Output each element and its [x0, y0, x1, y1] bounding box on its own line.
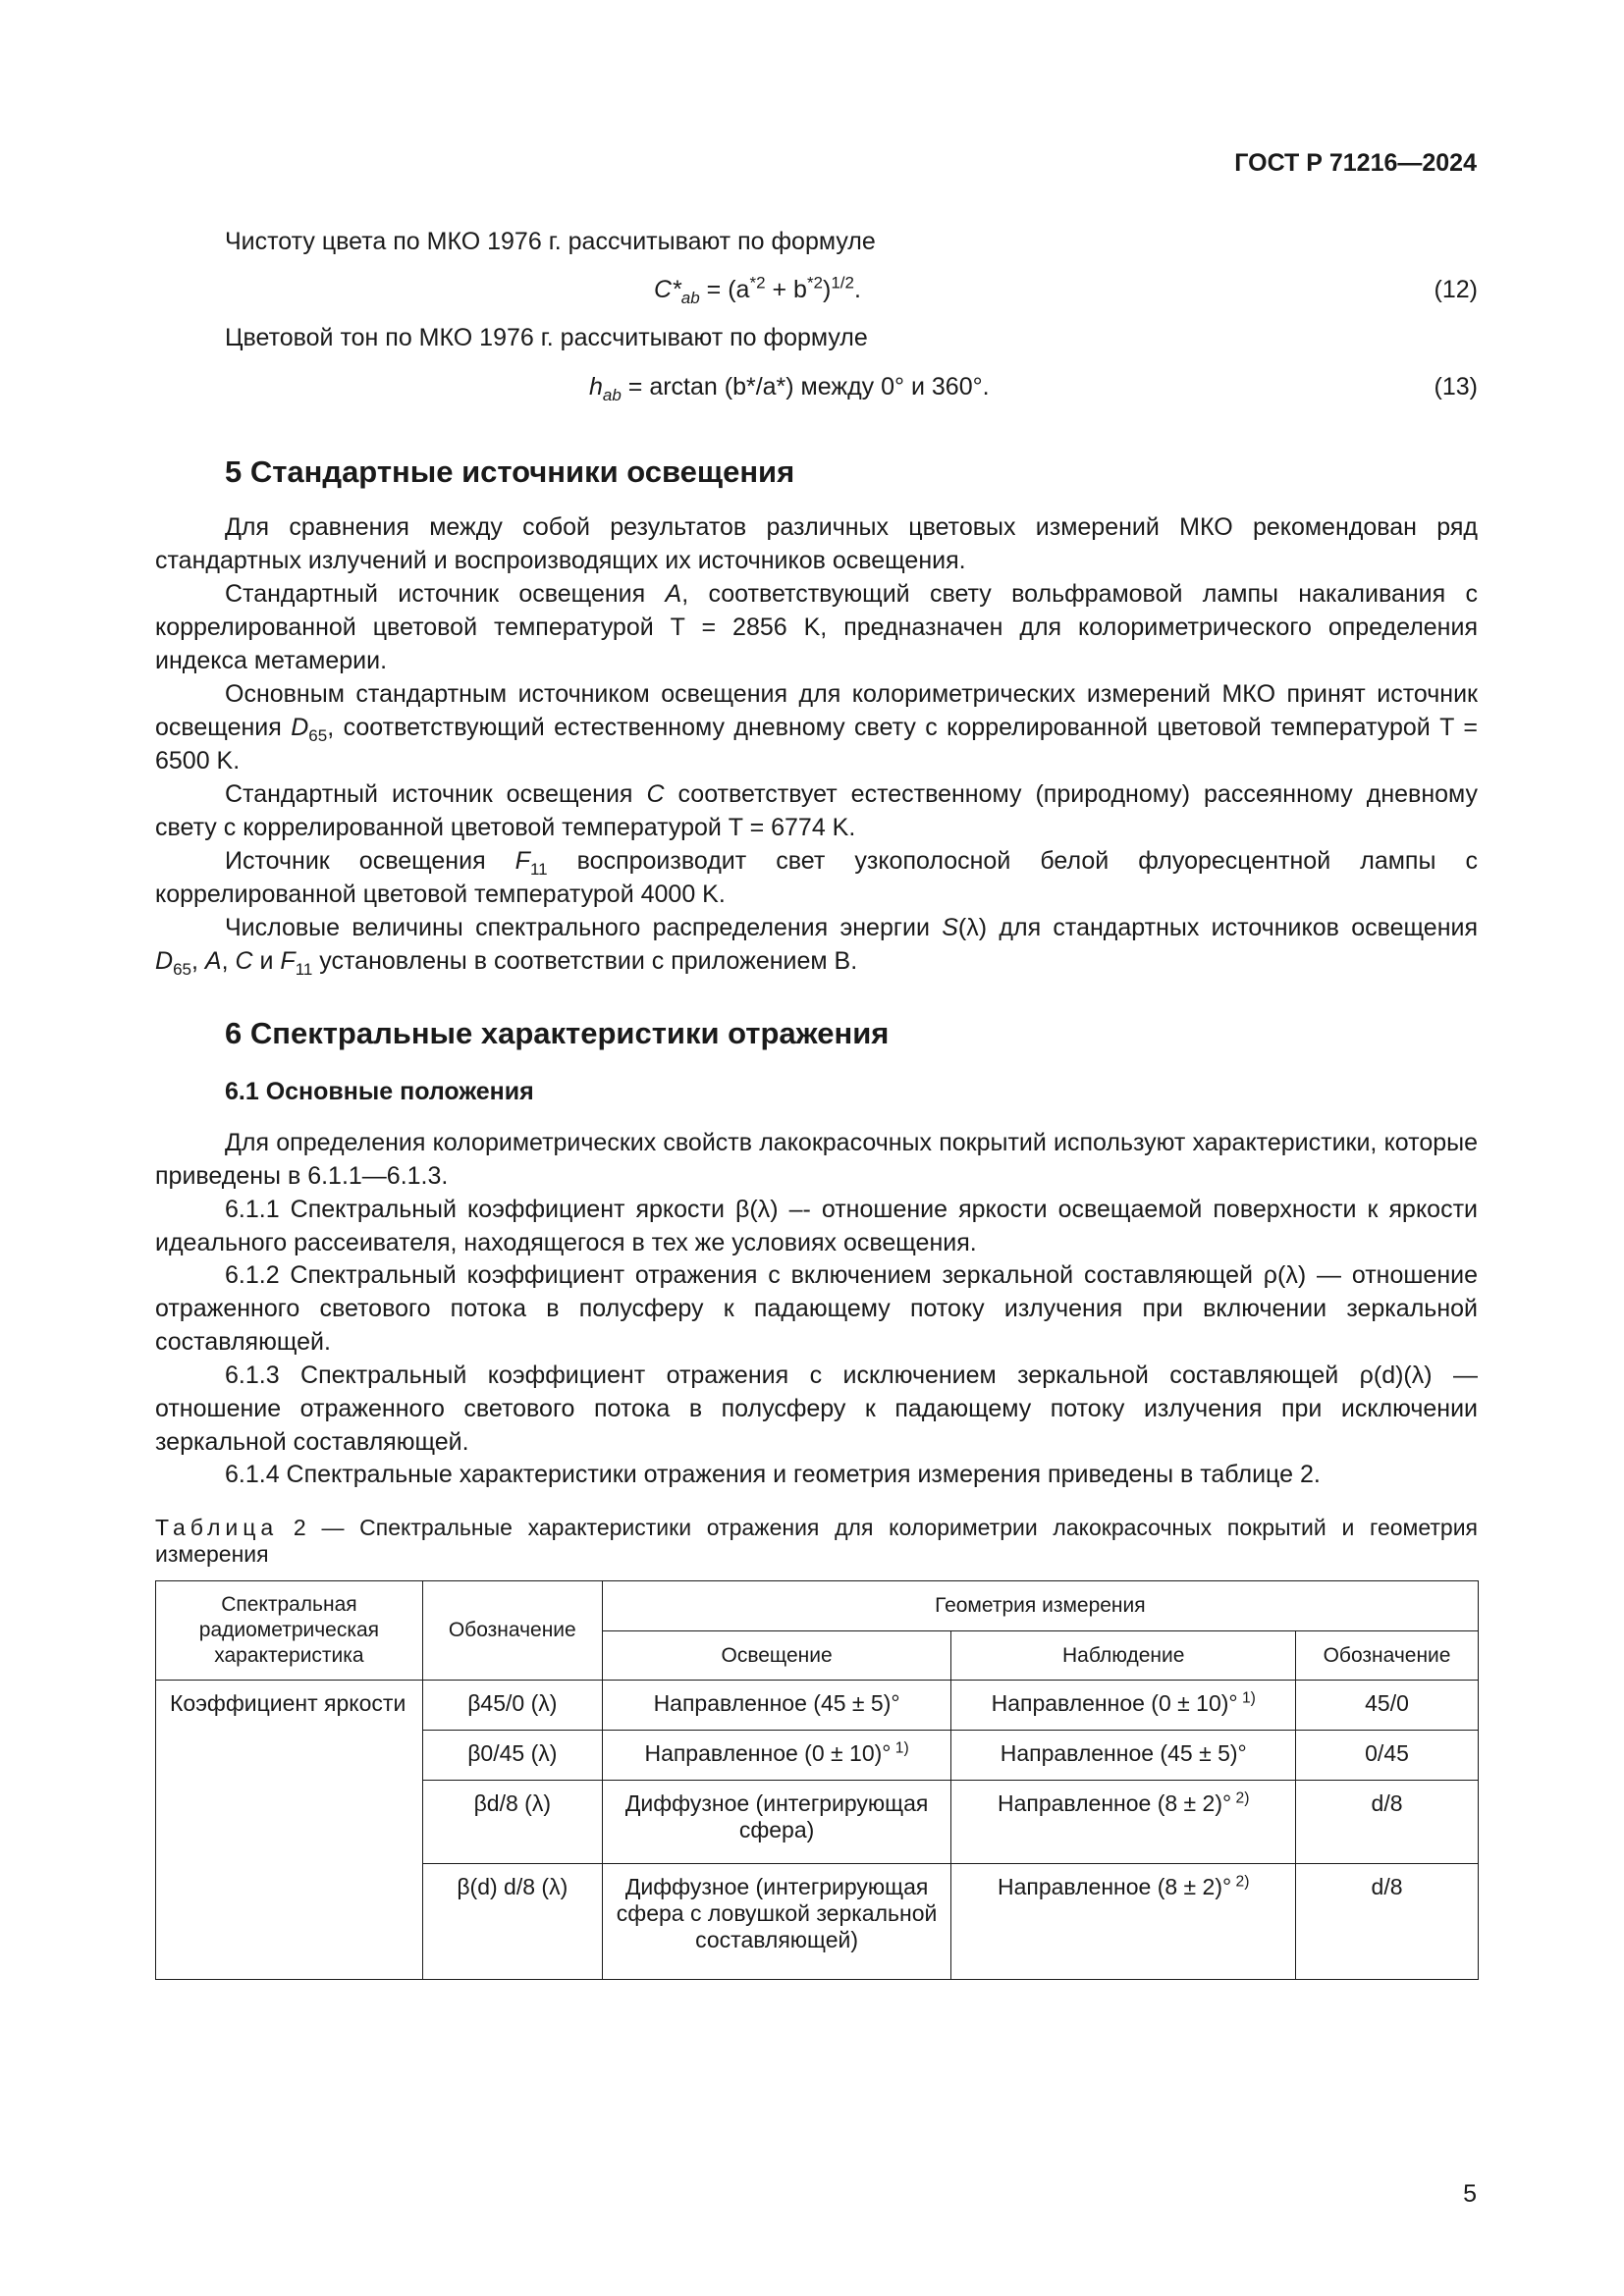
table-header-observation: Наблюдение [951, 1631, 1296, 1681]
section-6-1-1-paragraph: 6.1.1 Спектральный коэффициент яркости β(λ) –- отношение яркости освещаемой поверхности к яркости идеального рассеивателя, находящегося в тех же условиях освещения. [155, 1196, 1478, 1256]
formula-12 [654, 273, 861, 306]
footnote-ref: 2) [1231, 1873, 1250, 1891]
table-cell-observation: Направленное (8 ± 2)° $^{2)}$ [951, 1781, 1296, 1864]
formula-13-lhs: h [589, 373, 603, 400]
formula-12-sup-3: 1/2 [831, 273, 854, 293]
page-number: 5 [1463, 2180, 1477, 2208]
formula-13-lhs-sub: ab [602, 386, 622, 404]
formula-13-rhs: = arctan (b*/a*) между 0° и 360°. [621, 373, 990, 400]
illuminant-d65-sub: 65 [308, 726, 328, 745]
table-cell-observation: Направленное (0 ± 10)° $^{1)}$ [951, 1681, 1296, 1731]
table-cell-illumination: Диффузное (интегрирующая сфера с ловушкой зеркальной составляющей) [602, 1864, 951, 1980]
section-5-paragraph-3: Основным стандартным источником освещения для колориметрических измерений МКО принят источник освещения $D_{65}$, соответствующий естественному дневному свету с коррелированной цветовой температурой T = 6500 K. [155, 680, 1478, 774]
section-6-1-3-paragraph: 6.1.3 Спектральный коэффициент отражения с исключением зеркальной составляющей ρ(d)(λ) — отношение отраженного светового потока в полусферу к падающему потоку излучения при исключении зеркальной составляющей. [155, 1362, 1478, 1456]
table-header-illumination: Освещение [602, 1631, 951, 1681]
table-cell-code: 45/0 [1296, 1681, 1479, 1731]
formula-12-part-c: ) [823, 276, 832, 303]
subsection-6-1-heading: 6.1 Основные положения [225, 1078, 534, 1105]
section-5-paragraph-4: Стандартный источник освещения C соответствует естественному (природному) рассеянному дневному свету с коррелированной цветовой температурой T = 6774 K. [155, 780, 1479, 841]
footnote-ref: 1) [1237, 1689, 1256, 1707]
footnote-ref: 1) [891, 1739, 909, 1757]
illuminant-a-symbol: A [665, 580, 682, 608]
section-6-heading: 6 Спектральные характеристики отражения [225, 1016, 890, 1050]
illuminant-f11-symbol: F [514, 847, 530, 875]
table-header-geometry-code: Обозначение [1296, 1631, 1479, 1681]
section-6-1-2-paragraph: 6.1.2 Спектральный коэффициент отражения с включением зеркальной составляющей ρ(λ) — отношение отраженного светового потока в полусферу к падающему потоку излучения при включении зеркальной составляющей. [155, 1261, 1478, 1356]
table-header-geometry: Геометрия измерения [602, 1581, 1478, 1631]
table-cell-code: 0/45 [1296, 1731, 1479, 1781]
formula-12-sup-2: *2 [806, 273, 824, 293]
table-caption-label: Таблица [155, 1515, 279, 1540]
formula-13-number: (13) [1434, 373, 1478, 400]
formula-13 [589, 370, 990, 403]
p6-c-symbol: C [235, 947, 253, 975]
formula-12-end: . [853, 276, 861, 303]
table-cell-group-name: Коэффициент яркости [156, 1681, 423, 1980]
section-5-heading: 5 Стандартные источники освещения [225, 454, 795, 489]
paragraph-hue-intro: Цветовой тон по МКО 1976 г. рассчитывают по формуле [225, 324, 868, 351]
table-cell-code: d/8 [1296, 1864, 1479, 1980]
formula-12-number: (12) [1434, 276, 1478, 303]
paragraph-chroma-intro: Чистоту цвета по МКО 1976 г. рассчитывают по формуле [225, 228, 876, 255]
illuminant-f11-sub: 11 [529, 860, 548, 879]
table-cell-code: d/8 [1296, 1781, 1479, 1864]
table-cell-observation: Направленное (45 ± 5)° [951, 1731, 1296, 1781]
table-header-characteristic: Спектральная радиометрическая характеристика [156, 1581, 423, 1681]
illuminant-c-symbol: C [646, 780, 665, 808]
table-cell-symbol: β(d) d/8 (λ) [422, 1864, 602, 1980]
table-cell-symbol: β45/0 (λ) [422, 1681, 602, 1731]
table-caption-text: 2 — Спектральные характеристики отражения для колориметрии лакокрасочных покрытий и геометрия измерения [155, 1515, 1478, 1567]
formula-12-sup-1: *2 [749, 273, 766, 293]
document-code-header: ГОСТ Р 71216—2024 [1234, 149, 1477, 177]
table-cell-illumination: Направленное (45 ± 5)° [602, 1681, 951, 1731]
illuminant-d65-symbol: D [291, 714, 309, 741]
section-5-paragraph-1: Для сравнения между собой результатов различных цветовых измерений МКО рекомендован ряд стандартных излучений и воспроизводящих их источников освещения. [155, 513, 1478, 574]
p6-d-sub: 65 [173, 960, 191, 979]
table-cell-illumination: Направленное (0 ± 10)° $^{1)}$ [602, 1731, 951, 1781]
section-5-paragraph-2: Стандартный источник освещения A, соответствующий свету вольфрамовой лампы накаливания с коррелированной цветовой температурой T = 2856 K, предназначен для колориметрического определения индекса метамерии. [155, 580, 1478, 674]
spectral-distribution-symbol: S [942, 914, 958, 941]
formula-12-lhs: C* [654, 276, 681, 303]
table-2-caption [155, 1515, 1478, 1568]
section-6-1-4-paragraph: 6.1.4 Спектральные характеристики отражения и геометрия измерения приведены в таблице 2. [225, 1461, 1321, 1488]
p6-d-symbol: D [155, 947, 174, 975]
formula-12-lhs-sub: ab [680, 289, 700, 307]
table-header-designation: Обозначение [422, 1581, 602, 1681]
table-cell-illumination: Диффузное (интегрирующая сфера) [602, 1781, 951, 1864]
section-5-paragraph-5: Источник освещения $F_{11}$ воспроизводит свет узкополосной белой флуоресцентной лампы с коррелированной цветовой температурой 4000 K. [155, 847, 1478, 908]
formula-12-part-a: = (a [706, 276, 750, 303]
section-6-paragraph-1: Для определения колориметрических свойств лакокрасочных покрытий используют характеристики, которые приведены в 6.1.1—6.1.3. [155, 1129, 1478, 1190]
p6-f-symbol: F [280, 947, 296, 975]
footnote-ref: 2) [1231, 1789, 1250, 1807]
table-cell-symbol: βd/8 (λ) [422, 1781, 602, 1864]
table-2 [155, 1580, 1479, 1980]
table-cell-observation: Направленное (8 ± 2)° $^{2)}$ [951, 1864, 1296, 1980]
section-5-paragraph-6: Числовые величины спектрального распределения энергии S(λ) для стандартных источников освещения $D_{65}$, A, C и $F_{11}$ установлены в соответствии с приложением В. [155, 914, 1479, 979]
p6-f-sub: 11 [295, 960, 313, 979]
p6-a-symbol: A [204, 947, 222, 975]
table-cell-symbol: β0/45 (λ) [422, 1731, 602, 1781]
formula-12-part-b: + b [765, 276, 807, 303]
